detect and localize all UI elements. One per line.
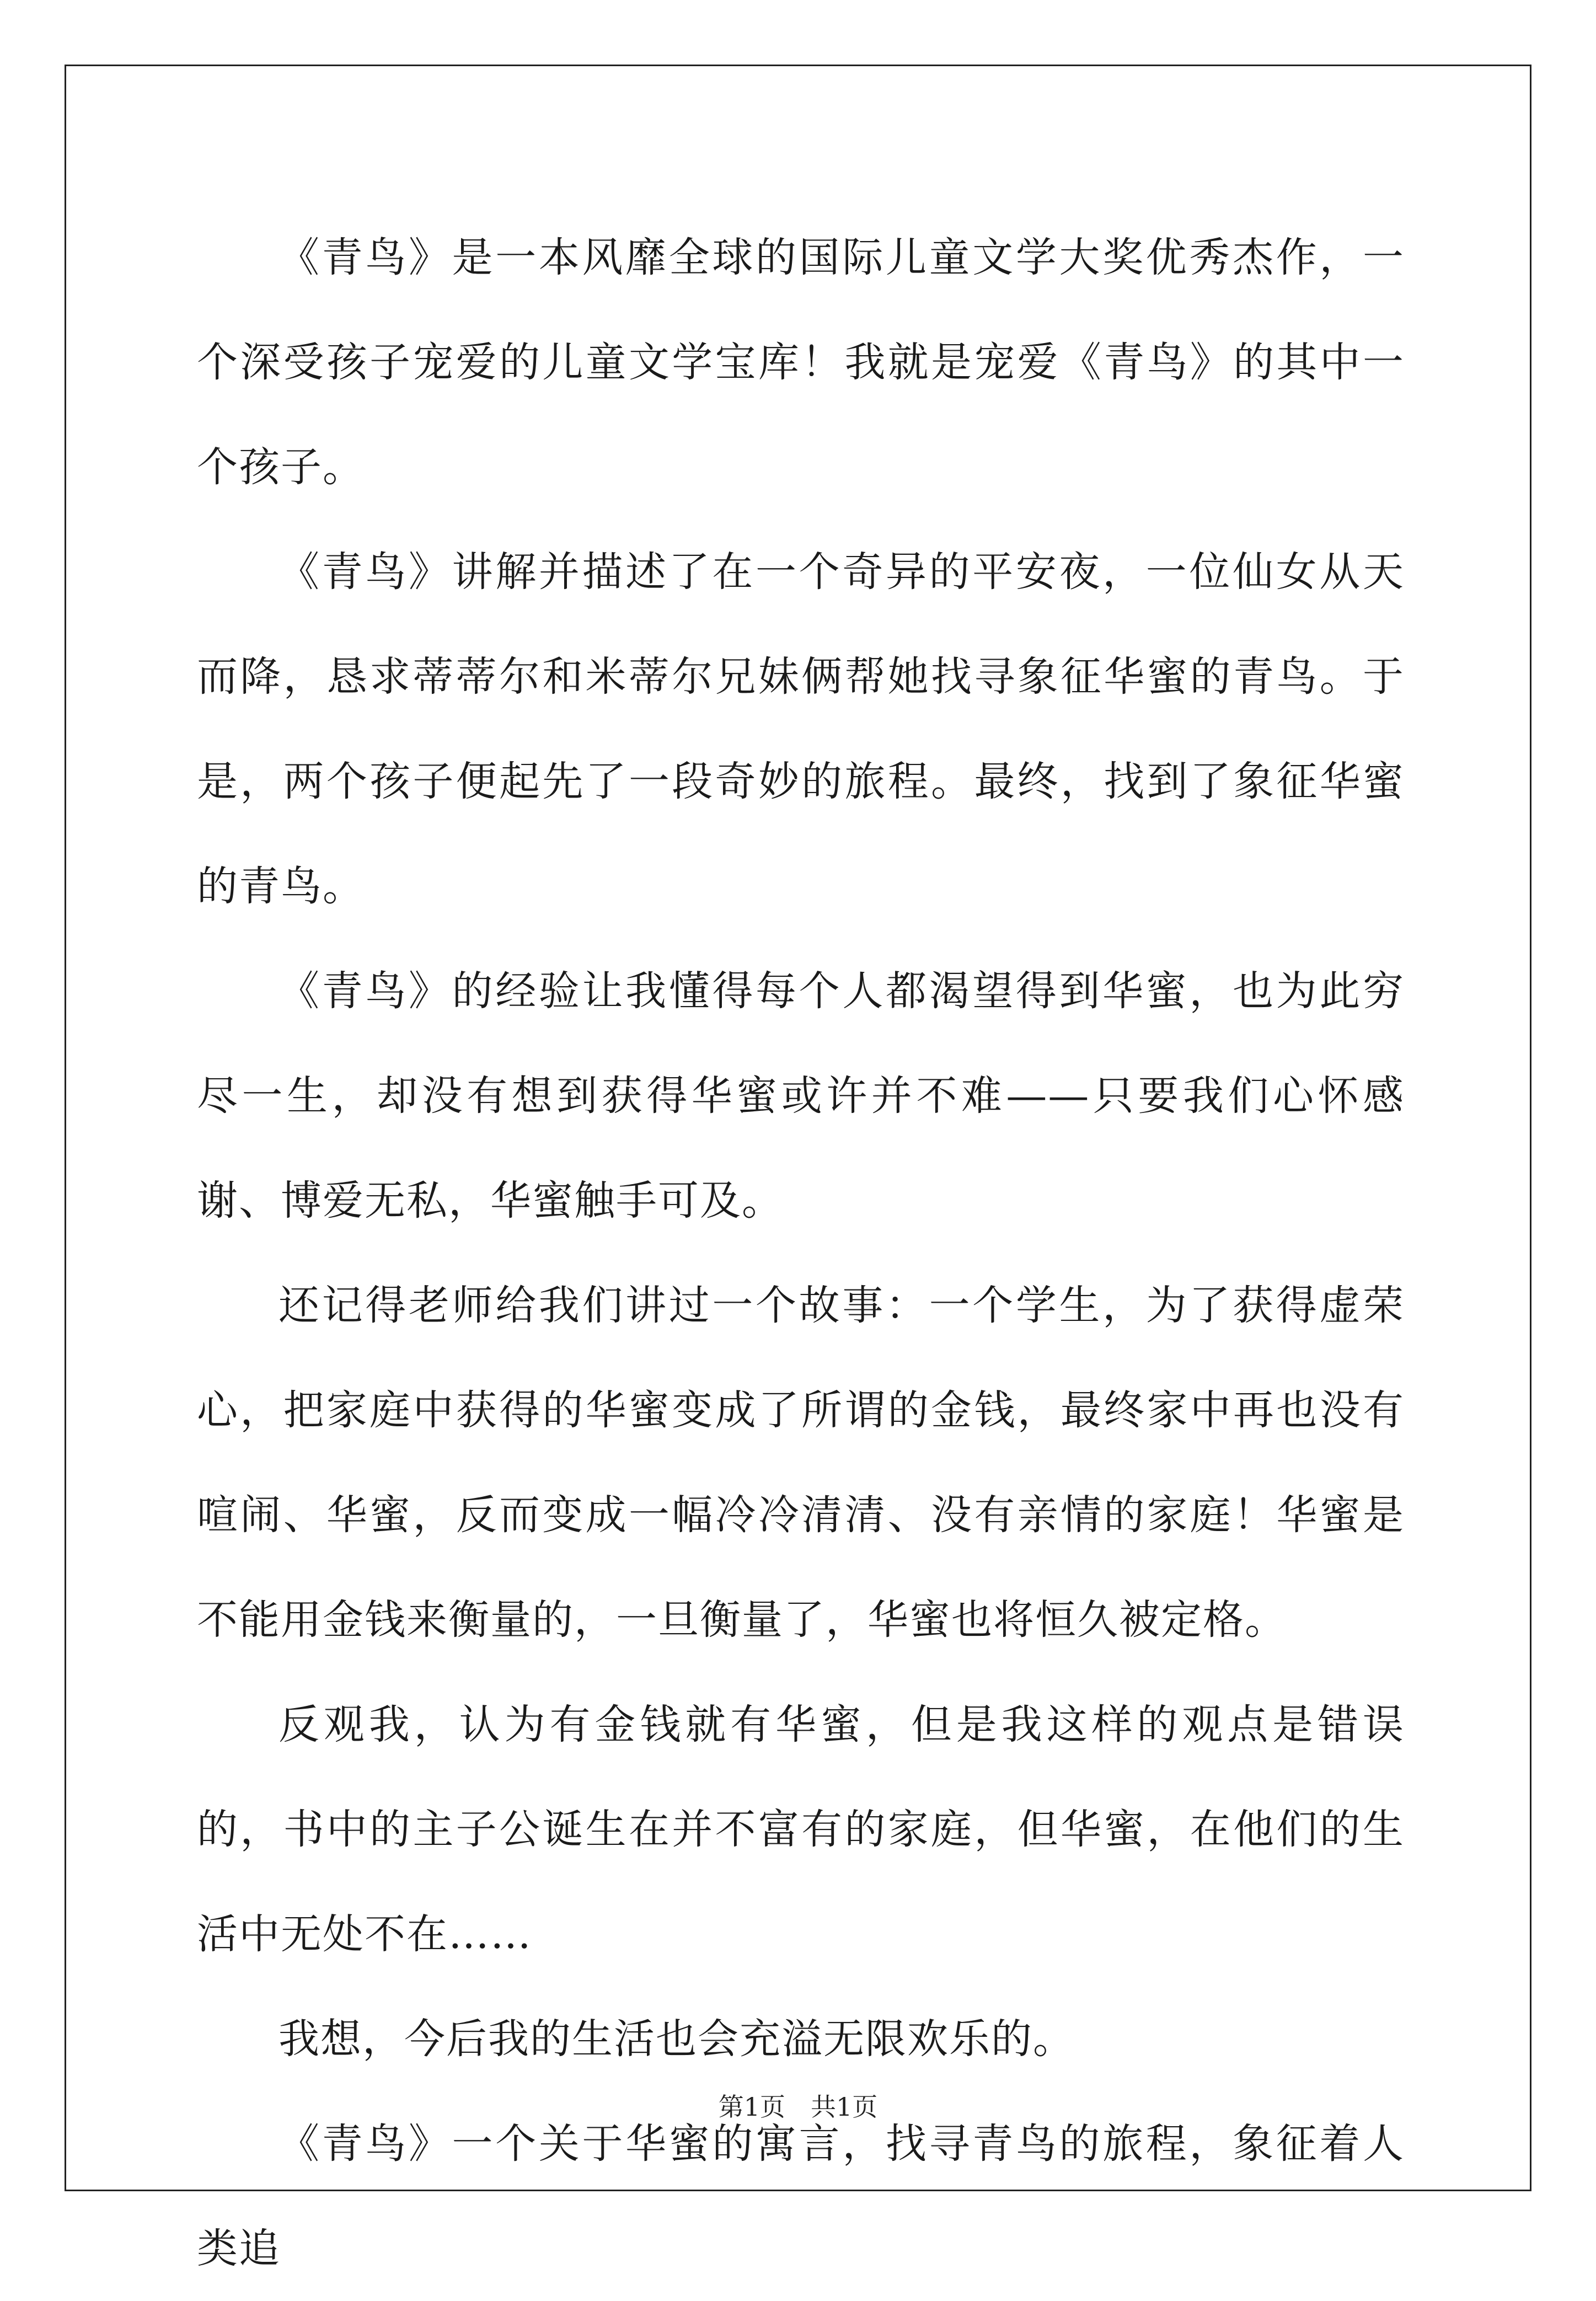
paragraph-1: 《青鸟》是一本风靡全球的国际儿童文学大奖优秀杰作，一个深受孩子宠爱的儿童文学宝库！我就是宠爱《青鸟》的其中一个孩子。	[197, 234, 1405, 491]
paragraph-6: 我想，今后我的生活也会充溢无限欢乐的。	[279, 2015, 1075, 2063]
paragraph-7: 《青鸟》一个关于华蜜的寓言，找寻青鸟的旅程，象征着人类追	[197, 2120, 1405, 2272]
paragraph-3: 《青鸟》的经验让我懂得每个人都渴望得到华蜜，也为此穷尽一生，却没有想到获得华蜜或许并不难——只要我们心怀感谢、博爱无私，华蜜触手可及。	[197, 967, 1405, 1224]
document-body	[197, 205, 1405, 2301]
page-indicator: 第1页 共1页	[718, 2092, 878, 2122]
page-footer	[0, 2090, 1596, 2123]
paragraph-5: 反观我，认为有金钱就有华蜜，但是我这样的观点是错误的，书中的主子公诞生在并不富有的家庭，但华蜜，在他们的生活中无处不在……	[197, 1701, 1405, 1958]
paragraph-4: 还记得老师给我们讲过一个故事：一个学生，为了获得虚荣心，把家庭中获得的华蜜变成了所谓的金钱，最终家中再也没有喧闹、华蜜，反而变成一幅冷冷清清、没有亲情的家庭！华蜜是不能用金钱来衡量的，一旦衡量了，华蜜也将恒久被定格。	[197, 1282, 1405, 1644]
paragraph-2: 《青鸟》讲解并描述了在一个奇异的平安夜，一位仙女从天而降，恳求蒂蒂尔和米蒂尔兄妹俩帮她找寻象征华蜜的青鸟。于是，两个孩子便起先了一段奇妙的旅程。最终，找到了象征华蜜的青鸟。	[197, 548, 1405, 910]
